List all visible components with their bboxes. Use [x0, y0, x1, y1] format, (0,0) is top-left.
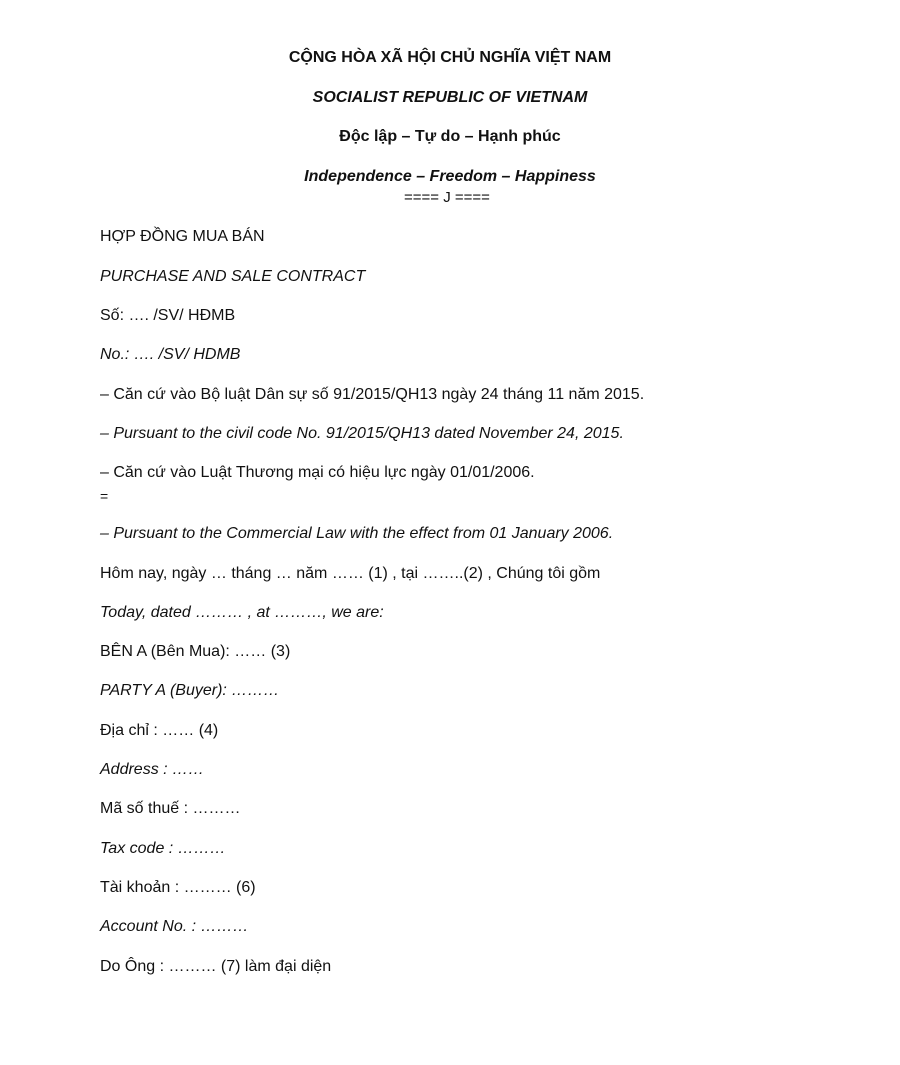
account-en: Account No. : ………: [100, 918, 249, 935]
party-a-vi: BÊN A (Bên Mua): …… (3): [100, 643, 291, 660]
motto-vi: Độc lập – Tự do – Hạnh phúc: [339, 128, 561, 145]
nation-title-vi: CỘNG HÒA XÃ HỘI CHỦ NGHĨA VIỆT NAM: [288, 49, 612, 66]
header-separator: ==== J ====: [404, 189, 490, 206]
motto-en: Independence – Freedom – Happiness: [304, 168, 596, 185]
contract-number-en: No.: …. /SV/ HDMB: [100, 346, 241, 363]
party-a-en: PARTY A (Buyer): ………: [100, 682, 280, 699]
contract-title-vi: HỢP ĐỒNG MUA BÁN: [100, 228, 265, 245]
basis-civil-code-en: – Pursuant to the civil code No. 91/2015/QH13 dated November 24, 2015.: [100, 425, 624, 442]
contract-number-vi: Số: …. /SV/ HĐMB: [100, 307, 236, 324]
representative-vi: Do Ông : ……… (7) làm đại diện: [100, 958, 332, 975]
address-vi: Địa chỉ : …… (4): [100, 722, 219, 739]
basis-commercial-law-vi: – Căn cứ vào Luật Thương mại có hiệu lực ngày 01/01/2006.: [100, 464, 535, 481]
contract-date-vi: Hôm nay, ngày … tháng … năm …… (1) , tại ……..(2) , Chúng tôi gồm: [100, 565, 601, 582]
tax-code-en: Tax code : ………: [100, 840, 226, 857]
account-vi: Tài khoản : ……… (6): [100, 879, 256, 896]
tax-code-vi: Mã số thuế : ………: [100, 800, 241, 817]
basis-commercial-law-en: – Pursuant to the Commercial Law with the effect from 01 January 2006.: [100, 525, 614, 542]
contract-title-en: PURCHASE AND SALE CONTRACT: [100, 268, 366, 285]
basis-civil-code-vi: – Căn cứ vào Bộ luật Dân sự số 91/2015/QH13 ngày 24 tháng 11 năm 2015.: [100, 386, 645, 403]
address-en: Address : ……: [100, 761, 205, 778]
stray-equals-mark: =: [100, 488, 109, 504]
contract-date-en: Today, dated ……… , at ………, we are:: [100, 604, 384, 621]
nation-title-en: SOCIALIST REPUBLIC OF VIETNAM: [312, 89, 588, 106]
